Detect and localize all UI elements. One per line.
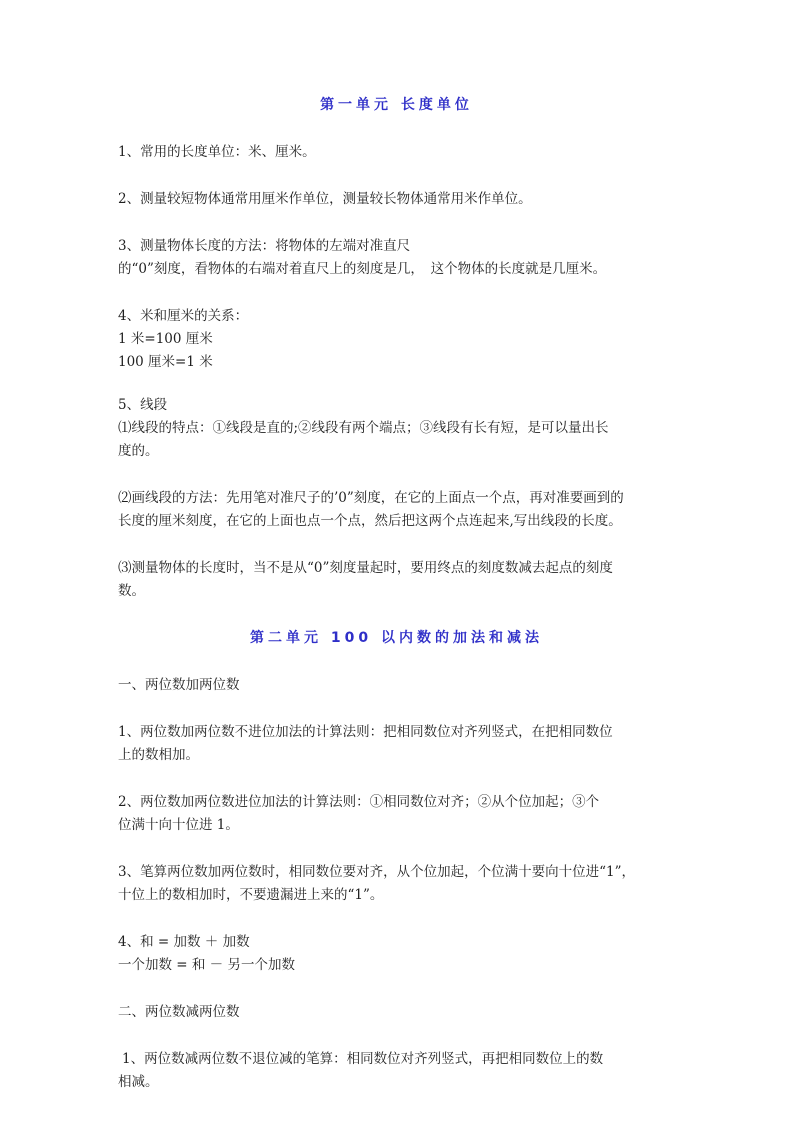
unit2-s1p3-line2: 十位上的数相加时，不要遗漏进上来的“1”。 (118, 887, 384, 903)
unit1-p5-title: 5、线段 (118, 397, 168, 413)
unit2-sec2-title: 二、两位数减两位数 (118, 1004, 240, 1020)
unit2-s1p1-line1: 1、两位数加两位数不进位加法的计算法则：把相同数位对齐列竖式，在把相同数位 (118, 724, 613, 740)
unit2-s1p4-line2: 一个加数 = 和 － 另一个加数 (118, 957, 295, 973)
unit1-p4-line1: 4、米和厘米的关系： (118, 308, 249, 324)
unit1-p3-line1: 3、测量物体长度的方法：将物体的左端对准直尺 (118, 238, 411, 254)
unit1-p4-line3: 100 厘米=1 米 (118, 354, 213, 370)
unit2-s2p1-line2: 相减。 (118, 1074, 159, 1090)
unit2-s1p2-line1: 2、两位数加两位数进位加法的计算法则：①相同数位对齐；②从个位加起；③个 (118, 794, 600, 810)
unit2-s1p2-line2: 位满十向十位进 1。 (118, 817, 239, 833)
unit1-p5-1-line2: 度的。 (118, 443, 159, 459)
unit1-p2: 2、测量较短物体通常用厘米作单位，测量较长物体通常用米作单位。 (118, 191, 532, 207)
unit2-s1p1-line2: 上的数相加。 (118, 747, 199, 763)
unit1-p5-3-line1: ⑶测量物体的长度时，当不是从“0”刻度量起时，要用终点的刻度数减去起点的刻度 (118, 560, 613, 576)
unit1-p5-2-line2: 长度的厘米刻度，在它的上面也点一个点，然后把这两个点连起来,写出线段的长度。 (118, 513, 622, 529)
unit1-p3-line2: 的“0”刻度，看物体的右端对着直尺上的刻度是几， 这个物体的长度就是几厘米。 (118, 261, 607, 277)
unit2-sec1-title: 一、两位数加两位数 (118, 677, 240, 693)
unit1-p5-3-line2: 数。 (118, 583, 145, 599)
unit2-title: 第二单元 100 以内数的加法和减法 (250, 630, 543, 646)
unit2-s2p1-line1: 1、两位数减两位数不退位减的笔算：相同数位对齐列竖式，再把相同数位上的数 (122, 1051, 604, 1067)
unit2-s1p3-line1: 3、笔算两位数加两位数时，相同数位要对齐，从个位加起，个位满十要向十位进“1”， (118, 864, 635, 880)
unit1-p4-line2: 1 米=100 厘米 (118, 331, 213, 347)
unit1-p1: 1、常用的长度单位：米、厘米。 (118, 144, 316, 160)
unit1-p5-1-line1: ⑴线段的特点：①线段是直的;②线段有两个端点；③线段有长有短，是可以量出长 (118, 420, 609, 436)
unit1-p5-2-line1: ⑵画线段的方法：先用笔对准尺子的’0”刻度，在它的上面点一个点，再对准要画到的 (118, 490, 624, 506)
unit2-s1p4-line1: 4、和 = 加数 ＋ 加数 (118, 934, 250, 950)
unit1-title: 第一单元 长度单位 (320, 97, 473, 113)
